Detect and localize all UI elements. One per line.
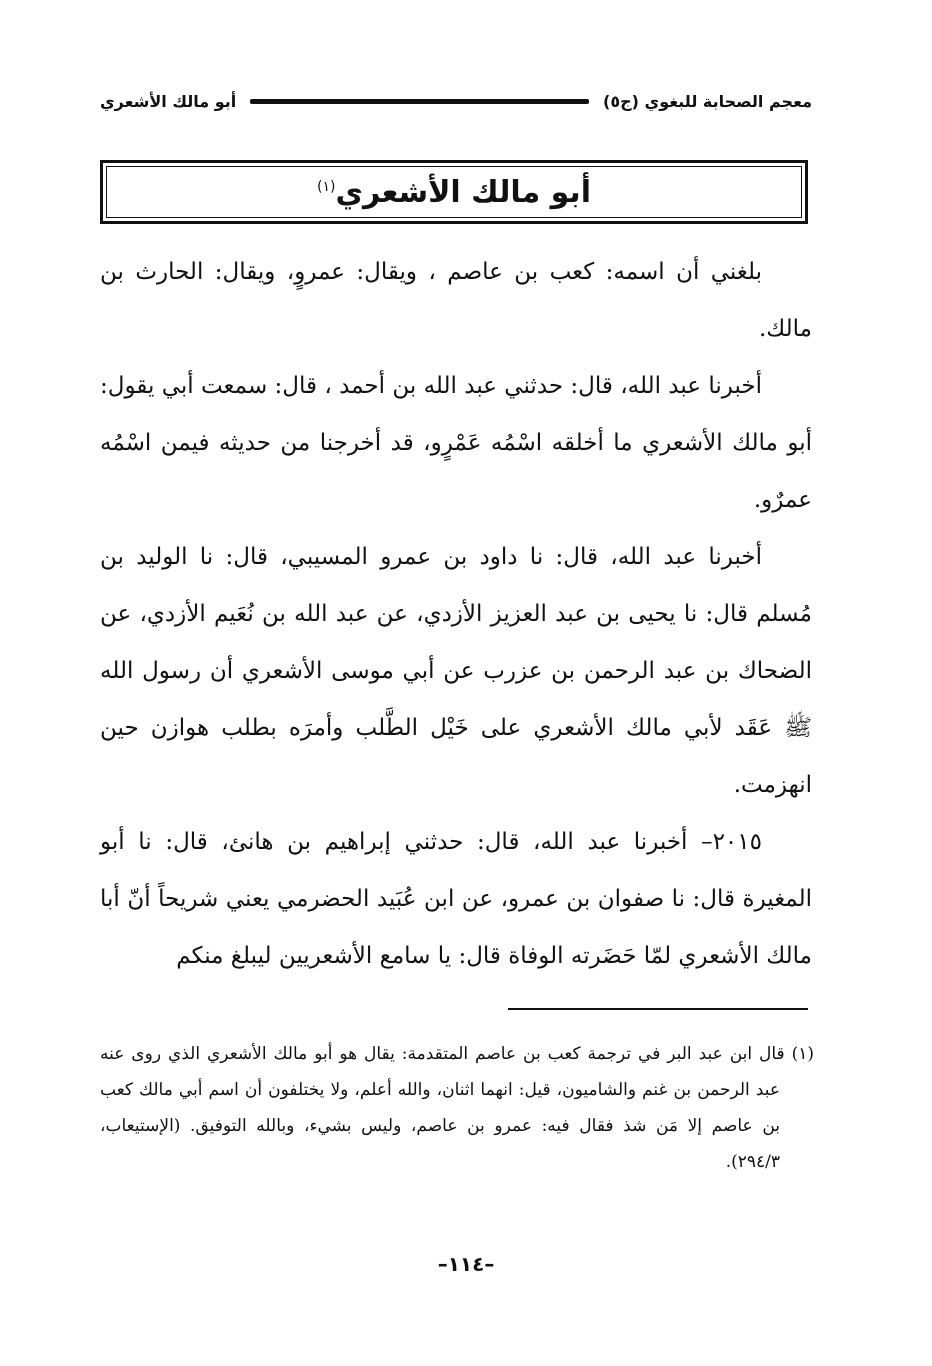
running-header-section-title: أبو مالك الأشعري [100,91,237,111]
paragraph: بلغني أن اسمه: كعب بن عاصم ، ويقال: عمروٍ، ويقال: الحارث بن مالك. [100,259,812,342]
title-frame [100,160,808,224]
running-header-book-title: معجم الصحابة للبغوي (ج٥) [603,91,812,111]
paragraph: ٢٠١٥– أخبرنا عبد الله، قال: حدثني إبراهيم بن هانئ، قال: نا أبو المغيرة قال: نا صفوان بن عمرو، عن ابن عُبَيد الحضرمي يعني شريحاً أنّ أبا مالك الأشعري لمّا حَضَرته الوفاة قال: يا سامع الأشعريين ليبلغ منكم [100,829,812,969]
footnotes [100,1036,814,1180]
footnote-marker: (١) [317,178,336,195]
entry-title [317,175,591,210]
title-frame-inner [106,166,802,218]
paragraph: أخبرنا عبد الله، قال: حدثني عبد الله بن أحمد ، قال: سمعت أبي يقول: أبو مالك الأشعري ما أخلقه اسْمُه عَمْرٍو، قد أخرجنا من حديثه فيمن اسْمُه عمرٌو. [100,373,812,513]
entry-title-text: أبو مالك الأشعري [335,174,591,210]
running-header [100,88,812,114]
running-header-rule [250,99,589,104]
body-text [100,244,812,985]
paragraph: أخبرنا عبد الله، قال: نا داود بن عمرو المسيبي، قال: نا الوليد بن مُسلم قال: نا يحيى بن عبد العزيز الأزدي، عن عبد الله بن نُعَيم الأزدي، عن الضحاك بن عبد الرحمن بن عزرب عن أبي موسى الأشعري أن رسول الله ﷺ عَقَد لأبي مالك الأشعري على خَيْل الطَّلب وأمرَه بطلب هوازن حين انهزمت. [100,544,812,798]
page-number: –١١٤– [437,1252,495,1276]
footnote: (١) قال ابن عبد البر في ترجمة كعب بن عاصم المتقدمة: يقال هو أبو مالك الأشعري الذي روى عنه عبد الرحمن بن غنم والشاميون، قيل: انهما اثنان، والله أعلم، ولا يختلفون أن اسم أبي مالك كعب بن عاصم إلا مَن شذ فقال فيه: عمرو بن عاصم، وليس بشيء، وبالله التوفيق. (الإستيعاب، ٢٩٤/٣). [100,1044,814,1172]
footnote-divider [508,1008,808,1010]
